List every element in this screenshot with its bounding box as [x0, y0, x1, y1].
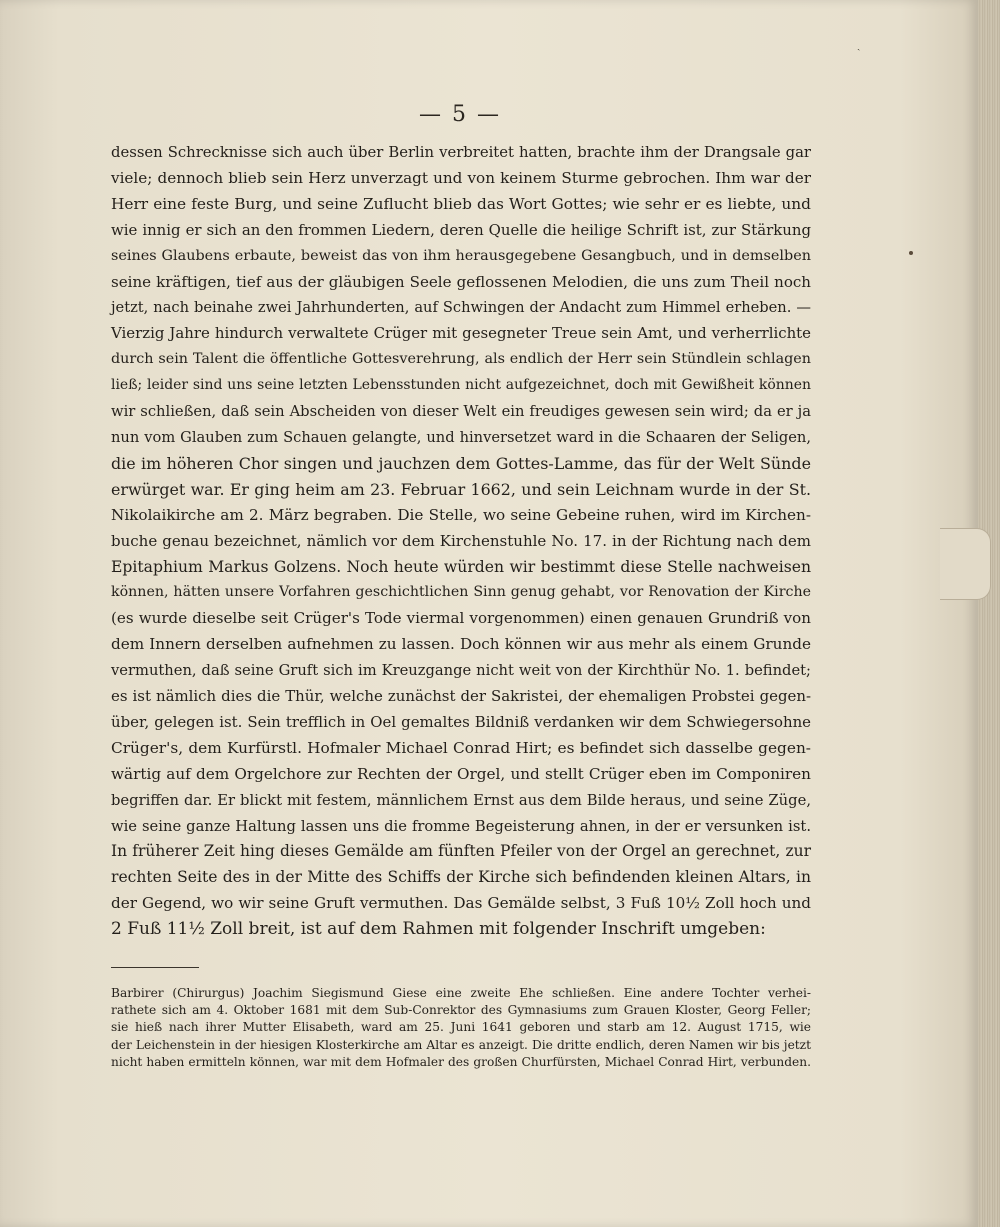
body-line: können, hätten unsere Vorfahren geschichtlichen Sinn genug gehabt, vor Renovation der Kirche [111, 584, 811, 601]
body-line: buche genau bezeichnet, nämlich vor dem Kirchenstuhle No. 17. in der Richtung nach dem [111, 531, 811, 550]
body-line: der Gegend, wo wir seine Gruft vermuthen. Das Gemälde selbst, 3 Fuß 10½ Zoll hoch und [111, 894, 811, 913]
body-line: dessen Schrecknisse sich auch über Berlin verbreitet hatten, brachte ihm der Drangsale gar [111, 144, 811, 161]
body-line: In früherer Zeit hing dieses Gemälde am fünften Pfeiler von der Orgel an gerechnet, zur [111, 842, 811, 861]
page-edge [978, 0, 1000, 1227]
body-line: Epitaphium Markus Golzens. Noch heute würden wir bestimmt diese Stelle nachweisen [111, 557, 811, 576]
body-line: Crüger's, dem Kurfürstl. Hofmaler Michael Conrad Hirt; es befindet sich dasselbe gegen- [111, 738, 811, 757]
body-line: rechten Seite des in der Mitte des Schiffs der Kirche sich befindenden kleinen Altars, in [111, 868, 811, 887]
footnote-line: der Leichenstein in der hiesigen Klosterkirche am Altar es anzeigt. Die dritte endlich, deren Namen wir bis jetzt [111, 1037, 811, 1052]
body-line: wie innig er sich an den frommen Liedern, deren Quelle die heilige Schrift ist, zur Stärkung [111, 220, 811, 239]
footnote-line: rathete sich am 4. Oktober 1681 mit dem Sub-Conrektor des Gymnasiums zum Grauen Kloster, Georg Feller; [111, 1003, 811, 1018]
body-line: die im höheren Chor singen und jauchzen dem Gottes-Lamme, das für der Welt Sünde [111, 453, 811, 473]
page-number: — 5 — [419, 102, 501, 127]
page-tab [940, 528, 991, 600]
body-line: wärtig auf dem Orgelchore zur Rechten der Orgel, und stellt Crüger eben im Componiren [111, 764, 811, 783]
body-text [111, 140, 811, 943]
body-line: durch sein Talent die öffentliche Gottesverehrung, als endlich der Herr sein Stündlein schlagen [111, 351, 811, 368]
footnote-line: sie hieß nach ihrer Mutter Elisabeth, ward am 25. Juni 1641 geboren und starb am 12. August 1715, wie [111, 1020, 811, 1035]
body-line: wir schließen, daß sein Abscheiden von dieser Welt ein freudiges gewesen sein wird; da er ja [111, 403, 811, 421]
ink-spot [909, 251, 913, 255]
body-line: (es wurde dieselbe seit Crüger's Tode viermal vorgenommen) einen genauen Grundriß von [111, 609, 811, 628]
corner-mark: ˎ [857, 40, 861, 51]
body-line: vermuthen, daß seine Gruft sich im Kreuzgange nicht weit von der Kirchthür No. 1. befindet; [111, 662, 811, 680]
body-line: seine kräftigen, tief aus der gläubigen Seele geflossenen Melodien, die uns zum Theil noch [111, 272, 811, 291]
footnote [111, 985, 811, 1071]
footnote-line: nicht haben ermitteln können, war mit dem Hofmaler des großen Churfürsten, Michael Conrad Hirt, verbunden. [111, 1054, 811, 1069]
body-line: es ist nämlich dies die Thür, welche zunächst der Sakristei, der ehemaligen Probstei gegen- [111, 687, 811, 706]
body-line: Herr eine feste Burg, und seine Zuflucht blieb das Wort Gottes; wie sehr er es liebte, und [111, 194, 811, 213]
body-line: begriffen dar. Er blickt mit festem, männlichem Ernst aus dem Bilde heraus, und seine Züge, [111, 791, 811, 809]
body-line-last: 2 Fuß 11½ Zoll breit, ist auf dem Rahmen mit folgender Inschrift umgeben: [111, 919, 766, 940]
footnote-rule [111, 967, 199, 968]
body-line: wie seine ganze Haltung lassen uns die fromme Begeisterung ahnen, in der er versunken ist. [111, 817, 811, 835]
body-line: seines Glaubens erbaute, beweist das von ihm herausgegebene Gesangbuch, und in demselben [111, 247, 811, 264]
body-line: Nikolaikirche am 2. März begraben. Die Stelle, wo seine Gebeine ruhen, wird im Kirchen- [111, 505, 811, 524]
body-line: jetzt, nach beinahe zwei Jahrhunderten, auf Schwingen der Andacht zum Himmel erheben. — [111, 299, 811, 317]
body-line: erwürget war. Er ging heim am 23. Februar 1662, und sein Leichnam wurde in der St. [111, 479, 811, 499]
body-line: dem Innern derselben aufnehmen zu lassen. Doch können wir aus mehr als einem Grunde [111, 635, 811, 654]
body-line: über, gelegen ist. Sein trefflich in Oel gemaltes Bildniß verdanken wir dem Schwiegersohne [111, 712, 811, 731]
body-line: viele; dennoch blieb sein Herz unverzagt und von keinem Sturme gebrochen. Ihm war der [111, 168, 811, 187]
body-line: nun vom Glauben zum Schauen gelangte, und hinversetzet ward in die Schaaren der Seligen, [111, 428, 811, 446]
body-line: Vierzig Jahre hindurch verwaltete Crüger mit gesegneter Treue sein Amt, und verherrlichte [111, 324, 811, 343]
footnote-line: Barbirer (Chirurgus) Joachim Siegismund Giese eine zweite Ehe schließen. Eine andere Tochter verhei- [111, 986, 811, 1000]
body-line: ließ; leider sind uns seine letzten Lebensstunden nicht aufgezeichnet, doch mit Gewißheit können [111, 377, 811, 394]
